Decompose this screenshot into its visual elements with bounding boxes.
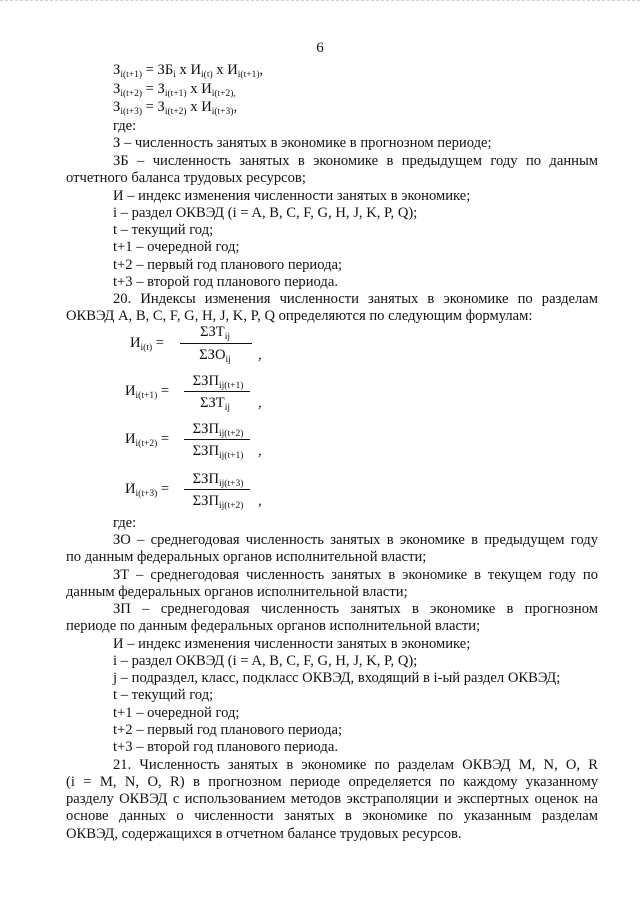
paragraph-line: ОКВЭД A, B, C, F, G, H, J, K, P, Q определяются по следующим формулам: [66, 308, 533, 324]
formula-comma: , [258, 347, 262, 363]
definition-line: i – раздел ОКВЭД (i = A, B, C, F, G, H, J, K, P, Q); [113, 653, 418, 669]
formula-denominator: $\Sigma ЗП_{ij(t+1)}$ [192, 443, 244, 461]
formula-comma: , [258, 443, 262, 459]
formula-denominator: $\Sigma ЗО_{ij}$ [199, 347, 231, 365]
definition-line: данным федеральных органов исполнительной власти; [66, 584, 408, 600]
paragraph-line: разделу ОКВЭД с использованием методов экстраполяции и экспертных оценок на [66, 791, 598, 807]
definition-line: ЗТ – среднегодовая численность занятых в экономике в текущем году по [113, 567, 598, 583]
where-label: где: [113, 118, 137, 134]
fraction-bar [180, 343, 252, 344]
definition-line: И – индекс изменения численности занятых в экономике; [113, 636, 471, 652]
definition-line: по данным федеральных органов исполнительной власти; [66, 549, 427, 565]
definition-line: ЗБ – численность занятых в экономике в предыдущем году по данным [113, 153, 598, 169]
formula-line: $З_{i(t+3)} = З_{i(t+2)}$ х $И_{i(t+3)}$, [113, 99, 238, 117]
paragraph-line: 21. Численность занятых в экономике по разделам ОКВЭД M, N, O, R [113, 757, 598, 773]
paragraph-line: (i = M, N, O, R) в прогнозном периоде определяется по каждому указанному [66, 774, 598, 790]
formula-denominator: $\Sigma ЗТ_{ij}$ [199, 395, 230, 413]
definition-line: j – подраздел, класс, подкласс ОКВЭД, входящий в i-ый раздел ОКВЭД; [113, 670, 561, 686]
fraction-bar [184, 489, 250, 490]
definition-line: ЗО – среднегодовая численность занятых в экономике в предыдущем году [113, 532, 598, 548]
definition-line: t – текущий год; [113, 222, 214, 238]
formula-numerator: $\Sigma ЗП_{ij(t+3)}$ [192, 471, 244, 489]
formula-line: $З_{i(t+1)} = ЗБ_i$ х $И_{i(t)}$ х $И_{i(t+1)}$, [113, 62, 264, 80]
formula-lhs: $И_{i(t+3)}$ = [125, 481, 170, 499]
paragraph-line: ОКВЭД, содержащихся в отчетном балансе трудовых ресурсов. [66, 826, 462, 842]
definition-line: ЗП – среднегодовая численность занятых в экономике в прогнозном [113, 601, 598, 617]
fraction-bar [184, 391, 250, 392]
paragraph-line: 20. Индексы изменения численности занятых в экономике по разделам [113, 291, 598, 307]
definition-line: t+3 – второй год планового периода. [113, 274, 338, 290]
formula-denominator: $\Sigma ЗП_{ij(t+2)}$ [192, 493, 244, 511]
formula-comma: , [258, 493, 262, 509]
formula-lhs: $И_{i(t)}$ = [130, 335, 165, 353]
formula-numerator: $\Sigma ЗТ_{ij}$ [199, 324, 230, 342]
formula-numerator: $\Sigma ЗП_{ij(t+2)}$ [192, 421, 244, 439]
paragraph-line: основе данных о численности занятых в экономике по указанным разделам [66, 808, 598, 824]
fraction-bar [184, 439, 250, 440]
definition-line: периоде по данным федеральных органов исполнительной власти; [66, 618, 481, 634]
page-top-border [0, 0, 640, 2]
definition-line: отчетного баланса трудовых ресурсов; [66, 170, 306, 186]
formula-numerator: $\Sigma ЗП_{ij(t+1)}$ [192, 373, 244, 391]
definition-line: t+1 – очередной год; [113, 239, 240, 255]
definition-line: И – индекс изменения численности занятых в экономике; [113, 188, 471, 204]
definition-line: t+3 – второй год планового периода. [113, 739, 338, 755]
definition-line: t+2 – первый год планового периода; [113, 257, 343, 273]
formula-lhs: $И_{i(t+2)}$ = [125, 431, 170, 449]
definition-line: i – раздел ОКВЭД (i = A, B, C, F, G, H, J, K, P, Q); [113, 205, 418, 221]
formula-line: $З_{i(t+2)} = З_{i(t+1)}$ х $И_{i(t+2),}$ [113, 81, 236, 99]
definition-line: t – текущий год; [113, 687, 214, 703]
where-label: где: [113, 515, 137, 531]
formula-comma: , [258, 395, 262, 411]
definition-line: t+2 – первый год планового периода; [113, 722, 343, 738]
definition-line: З – численность занятых в экономике в прогнозном периоде; [113, 135, 492, 151]
page-number: 6 [316, 40, 324, 56]
formula-lhs: $И_{i(t+1)}$ = [125, 383, 170, 401]
definition-line: t+1 – очередной год; [113, 705, 240, 721]
